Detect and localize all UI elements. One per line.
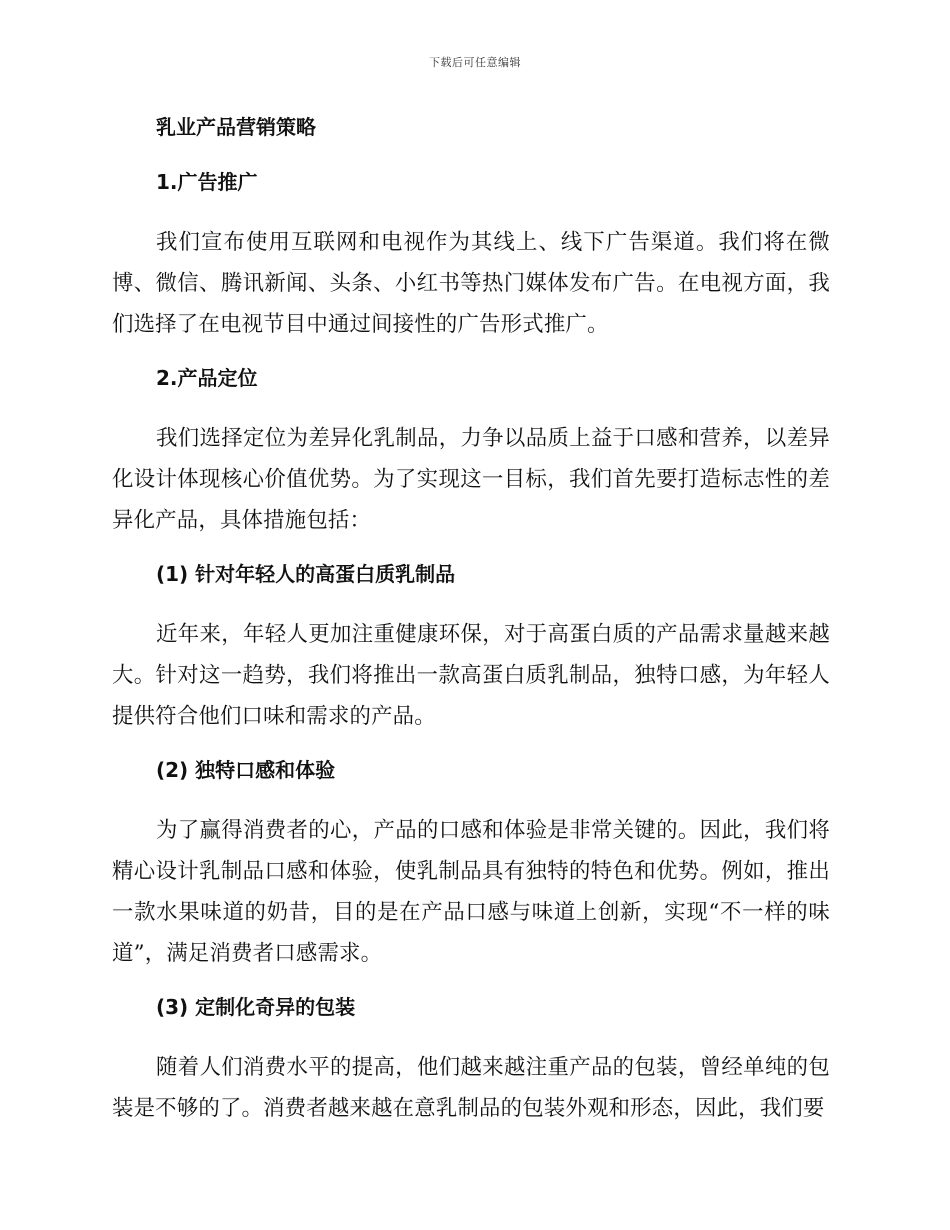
section-heading-taste-experience: (2) 独特口感和体验 xyxy=(156,758,336,782)
section-heading-advertising: 1.广告推广 xyxy=(156,170,258,194)
document-title: 乳业产品营销策略 xyxy=(156,115,316,139)
section-paragraph-high-protein: 近年来，年轻人更加注重健康环保，对于高蛋白质的产品需求量越来越大。针对这一趋势，我们将推出一款高蛋白质乳制品，独特口感，为年轻人提供符合他们口味和需求的产品。 xyxy=(112,622,830,729)
section-heading-positioning: 2.产品定位 xyxy=(156,366,258,390)
section-heading-high-protein: (1) 针对年轻人的高蛋白质乳制品 xyxy=(156,562,456,586)
section-paragraph-positioning: 我们选择定位为差异化乳制品，力争以品质上益于口感和营养，以差异化设计体现核心价值优势。为了实现这一目标，我们首先要打造标志性的差异化产品，具体措施包括： xyxy=(112,426,830,533)
page-header: 下载后可任意编辑 xyxy=(429,56,521,69)
section-paragraph-taste-experience: 为了赢得消费者的心，产品的口感和体验是非常关键的。因此，我们将精心设计乳制品口感和体验，使乳制品具有独特的特色和优势。例如，推出一款水果味道的奶昔，目的是在产品口感与味道上创新，实现“不一样的味道”，满足消费者口感需求。 xyxy=(112,818,830,966)
section-heading-custom-packaging: (3) 定制化奇异的包装 xyxy=(156,995,356,1019)
section-paragraph-custom-packaging: 随着人们消费水平的提高，他们越来越注重产品的包装，曾经单纯的包装是不够的了。消费者越来越在意乳制品的包装外观和形态，因此，我们要 xyxy=(112,1055,830,1121)
section-paragraph-advertising: 我们宣布使用互联网和电视作为其线上、线下广告渠道。我们将在微博、微信、腾讯新闻、头条、小红书等热门媒体发布广告。在电视方面，我们选择了在电视节目中通过间接性的广告形式推广。 xyxy=(112,230,830,337)
document-body xyxy=(112,112,830,1147)
